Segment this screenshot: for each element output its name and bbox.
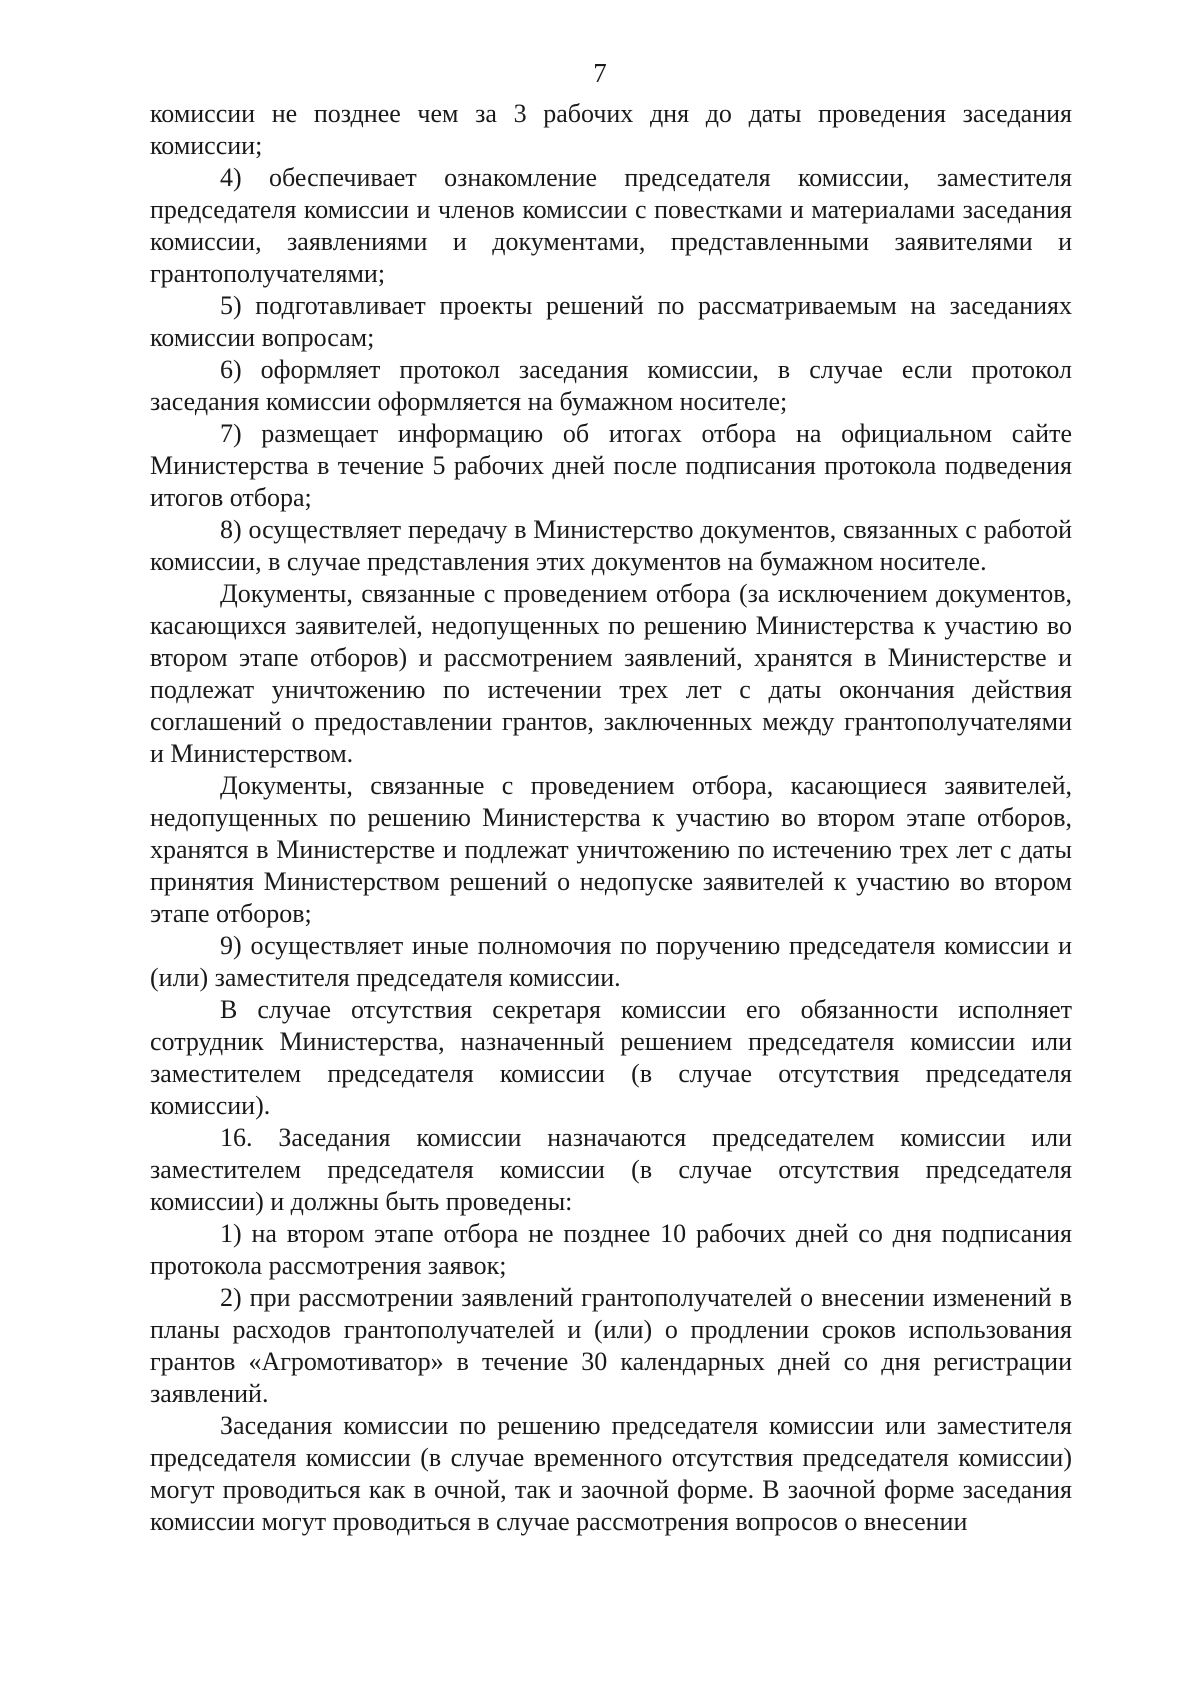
paragraph-documents-storage: Документы, связанные с проведением отбора (за исключением документов, касающихся заявителей, недопущенных по решению Министерства к участию во втором этапе отборов) и рассмотрением заявлений, хранятся в Министерстве и подлежат уничтожению по истечении трех лет с даты окончания действия соглашений о предоставлении грантов, заключенных между грантополучателями и Министерством. bbox=[150, 579, 1072, 768]
paragraph-section-16: 16. Заседания комиссии назначаются председателем комиссии или заместителем председателя комиссии (в случае отсутствия председателя комиссии) и должны быть проведены: bbox=[150, 1123, 1072, 1216]
paragraph-section-16-item-2: 2) при рассмотрении заявлений грантополучателей о внесении изменений в планы расходов грантополучателей и (или) о продлении сроков использования грантов «Агромотиватор» в течение 30 календарных дней со дня регистрации заявлений. bbox=[150, 1283, 1072, 1408]
paragraph-documents-rejected: Документы, связанные с проведением отбора, касающиеся заявителей, недопущенных по решению Министерства к участию во втором этапе отборов, хранятся в Министерстве и подлежат уничтожению по истечению трех лет с даты принятия Министерством решений о недопуске заявителей к участию во втором этапе отборов; bbox=[150, 771, 1072, 928]
paragraph-section-16-item-1: 1) на втором этапе отбора не позднее 10 рабочих дней со дня подписания протокола рассмотрения заявок; bbox=[150, 1219, 1072, 1280]
paragraph-item-8: 8) осуществляет передачу в Министерство документов, связанных с работой комиссии, в случае представления этих документов на бумажном носителе. bbox=[150, 515, 1072, 576]
paragraph-secretary-absence: В случае отсутствия секретаря комиссии его обязанности исполняет сотрудник Министерства, назначенный решением председателя комиссии или заместителем председателя комиссии (в случае отсутствия председателя комиссии). bbox=[150, 995, 1072, 1120]
paragraph-meeting-form: Заседания комиссии по решению председателя комиссии или заместителя председателя комиссии (в случае временного отсутствия председателя комиссии) могут проводиться как в очной, так и заочной форме. В заочной форме заседания комиссии могут проводиться в случае рассмотрения вопросов о внесении bbox=[150, 1411, 1072, 1536]
document-body bbox=[150, 98, 1072, 1538]
page-number: 7 bbox=[593, 58, 607, 88]
paragraph-item-6: 6) оформляет протокол заседания комиссии, в случае если протокол заседания комиссии оформляется на бумажном носителе; bbox=[150, 355, 1072, 416]
paragraph-item-9: 9) осуществляет иные полномочия по поручению председателя комиссии и (или) заместителя председателя комиссии. bbox=[150, 931, 1072, 992]
paragraph-item-5: 5) подготавливает проекты решений по рассматриваемым на заседаниях комиссии вопросам; bbox=[150, 291, 1072, 352]
paragraph-continuation: комиссии не позднее чем за 3 рабочих дня до даты проведения заседания комиссии; bbox=[150, 99, 1072, 160]
paragraph-item-7: 7) размещает информацию об итогах отбора на официальном сайте Министерства в течение 5 рабочих дней после подписания протокола подведения итогов отбора; bbox=[150, 419, 1072, 512]
paragraph-item-4: 4) обеспечивает ознакомление председателя комиссии, заместителя председателя комиссии и членов комиссии с повестками и материалами заседания комиссии, заявлениями и документами, представленными заявителями и грантополучателями; bbox=[150, 163, 1072, 288]
